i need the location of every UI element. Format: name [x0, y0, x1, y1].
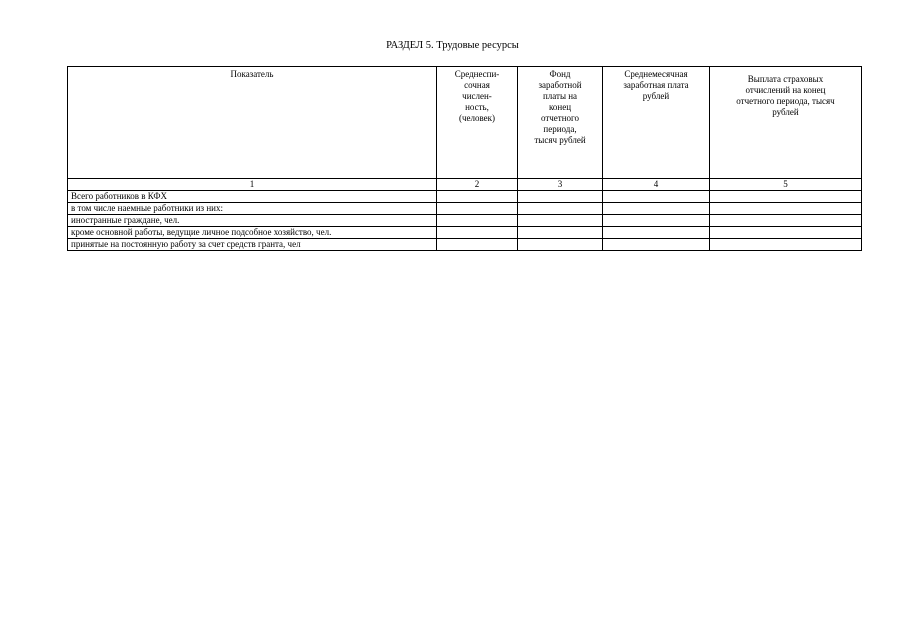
column-number: 5 — [710, 179, 862, 191]
value-cell[interactable] — [603, 203, 710, 215]
row-label: в том числе наемные работники из них: — [68, 203, 437, 215]
table-header-row — [68, 67, 862, 179]
column-header-label: Среднемесячная заработная плата рублей — [623, 69, 689, 101]
value-cell[interactable] — [437, 227, 518, 239]
table-row — [68, 239, 862, 251]
value-cell[interactable] — [603, 191, 710, 203]
column-header-avg-monthly-wage — [603, 67, 710, 179]
value-cell[interactable] — [518, 239, 603, 251]
column-header-headcount — [437, 67, 518, 179]
table-row — [68, 227, 862, 239]
value-cell[interactable] — [518, 227, 603, 239]
value-cell[interactable] — [710, 215, 862, 227]
value-cell[interactable] — [603, 215, 710, 227]
value-cell[interactable] — [710, 203, 862, 215]
column-header-label: Фонд заработной платы на конец отчетного периода, тысяч рублей — [534, 69, 586, 145]
value-cell[interactable] — [437, 203, 518, 215]
table-row — [68, 215, 862, 227]
row-label: Всего работников в КФХ — [68, 191, 437, 203]
value-cell[interactable] — [710, 239, 862, 251]
value-cell[interactable] — [437, 215, 518, 227]
row-label: кроме основной работы, ведущие личное подсобное хозяйство, чел. — [68, 227, 437, 239]
value-cell[interactable] — [518, 203, 603, 215]
value-cell[interactable] — [518, 215, 603, 227]
value-cell[interactable] — [437, 191, 518, 203]
column-header-label: Выплата страховых отчислений на конец отчетного периода, тысяч рублей — [736, 74, 835, 117]
column-number: 3 — [518, 179, 603, 191]
value-cell[interactable] — [437, 239, 518, 251]
column-header-indicator — [68, 67, 437, 179]
value-cell[interactable] — [710, 227, 862, 239]
column-number: 2 — [437, 179, 518, 191]
row-label: принятые на постоянную работу за счет средств гранта, чел — [68, 239, 437, 251]
column-header-label: Среднеспи- сочная числен- ность, (человек) — [454, 69, 500, 123]
column-number-row — [68, 179, 862, 191]
row-label: иностранные граждане, чел. — [68, 215, 437, 227]
section-title: РАЗДЕЛ 5. Трудовые ресурсы — [386, 40, 519, 51]
table-row — [68, 191, 862, 203]
labor-resources-table — [67, 66, 862, 251]
value-cell[interactable] — [710, 191, 862, 203]
column-header-wage-fund — [518, 67, 603, 179]
table-row — [68, 203, 862, 215]
column-header-insurance-payments — [710, 67, 862, 179]
column-number: 1 — [68, 179, 437, 191]
column-header-label: Показатель — [230, 69, 274, 79]
column-number: 4 — [603, 179, 710, 191]
value-cell[interactable] — [603, 239, 710, 251]
value-cell[interactable] — [518, 191, 603, 203]
value-cell[interactable] — [603, 227, 710, 239]
